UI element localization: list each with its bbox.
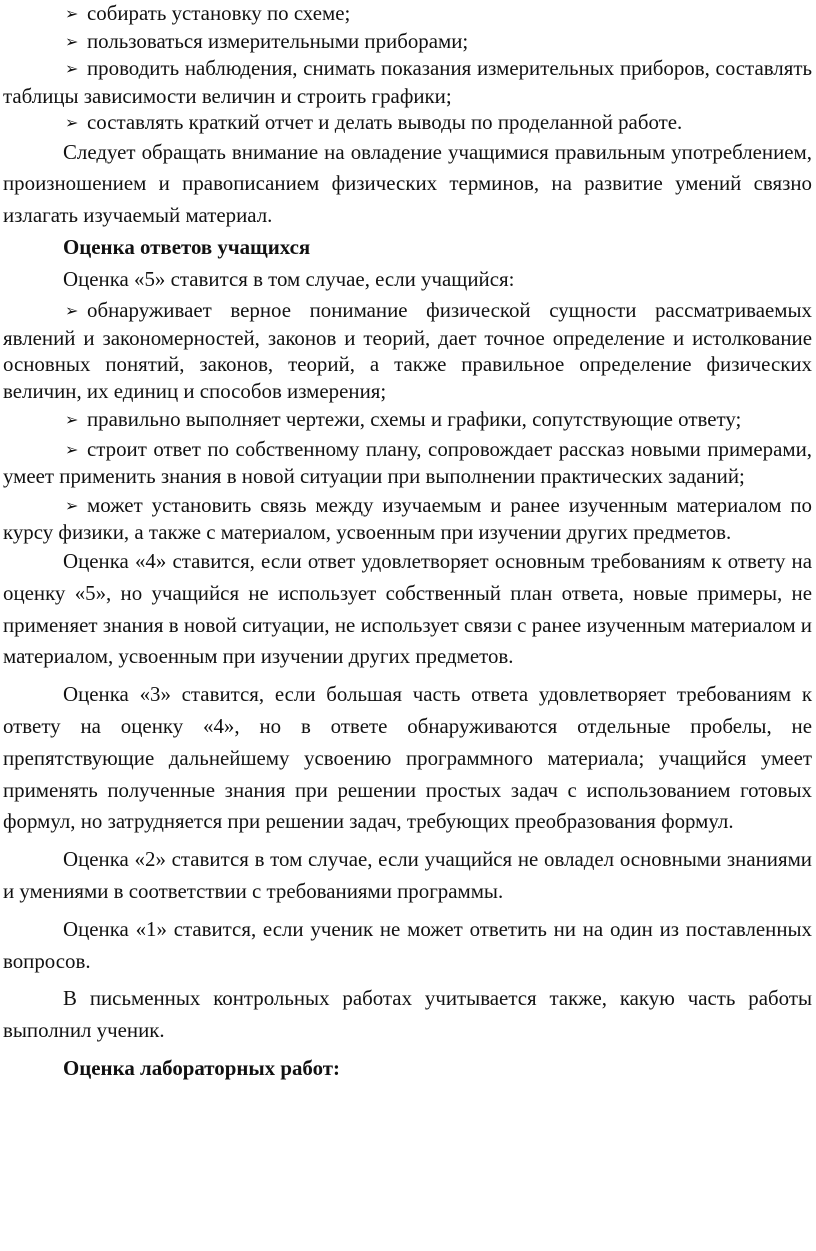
arrow-bullet-icon: ➢ [65, 410, 79, 430]
list-item-use-instruments [3, 28, 812, 56]
paragraph-written-tests: В письменных контрольных работах учитывается также, какую часть работы выполнил ученик. [3, 986, 812, 1043]
list-item-observations [3, 55, 812, 109]
list-item-text: строит ответ по собственному плану, сопровождает рассказ новыми примерами, умеет применить знания в новой ситуации при выполнении практических заданий; [3, 436, 812, 489]
list-item-text: обнаруживает верное понимание физической сущности рассматриваемых явлений и закономерностей, законов и теорий, дает точное определение и истолкование основных понятий, законов, теорий, а также правильное определение физических величин, их единиц и способов измерения; [3, 298, 812, 403]
arrow-bullet-icon: ➢ [65, 31, 79, 51]
arrow-bullet-icon: ➢ [65, 495, 79, 515]
list-item-assemble-setup [3, 0, 812, 28]
list-item-report [3, 109, 812, 137]
arrow-bullet-icon: ➢ [65, 59, 79, 78]
section-heading-lab-works: Оценка лабораторных работ: [63, 1055, 340, 1080]
paragraph-grade-4: Оценка «4» ставится, если ответ удовлетворяет основным требованиям к ответу на оценку «5», но учащийся не использует собственный план ответа, новые примеры, не применяет знания в новой ситуации, не использует связи с ранее изученным материалом и материалом, усвоенным при изучении других предметов. [3, 548, 812, 669]
arrow-bullet-icon: ➢ [65, 439, 79, 459]
list-item-own-plan [3, 436, 812, 490]
document-text [3, 0, 812, 1085]
paragraph-grade-3: Оценка «3» ставится, если большая часть ответа удовлетворяет требованиям к ответу на оценку «4», но в ответе обнаруживаются отдельные пробелы, не препятствующие дальнейшему усвоению программного материала; учащийся умеет применять полученные знания при решении простых задач с использованием готовых формул, но затрудняется при решении задач, требующих преобразования формул. [3, 682, 812, 834]
list-item-text: собирать установку по схеме; [87, 1, 351, 25]
arrow-bullet-icon: ➢ [65, 301, 79, 321]
list-item-text: может установить связь между изучаемым и ранее изученным материалом по курсу физики, а также с материалом, усвоенным при изучении других предметов. [3, 492, 812, 545]
arrow-bullet-icon: ➢ [65, 113, 79, 132]
list-item-text: составлять краткий отчет и делать выводы по проделанной работе. [87, 110, 683, 134]
paragraph-grade-2: Оценка «2» ставится в том случае, если учащийся не овладел основными знаниями и умениями в соответствии с требованиями программы. [3, 847, 812, 903]
arrow-bullet-icon: ➢ [65, 4, 79, 23]
list-item-text: пользоваться измерительными приборами; [87, 28, 469, 53]
section-heading-answers: Оценка ответов учащихся [63, 234, 311, 259]
list-item-text: правильно выполняет чертежи, схемы и графики, сопутствующие ответу; [87, 407, 742, 432]
list-item-connections [3, 492, 812, 546]
list-item-understanding [3, 297, 812, 404]
paragraph-grade-5-intro: Оценка «5» ставится в том случае, если учащийся: [63, 266, 515, 291]
list-item-drawings [3, 406, 812, 434]
paragraph-grade-1: Оценка «1» ставится, если ученик не может ответить ни на один из поставленных вопросов. [3, 916, 812, 973]
paragraph-terminology: Следует обращать внимание на овладение учащимися правильным употреблением, произношением и правописанием физических терминов, на развитие умений связно излагать изучаемый материал. [3, 139, 812, 228]
list-item-text: проводить наблюдения, снимать показания измерительных приборов, составлять таблицы зависимости величин и строить графики; [3, 56, 812, 108]
